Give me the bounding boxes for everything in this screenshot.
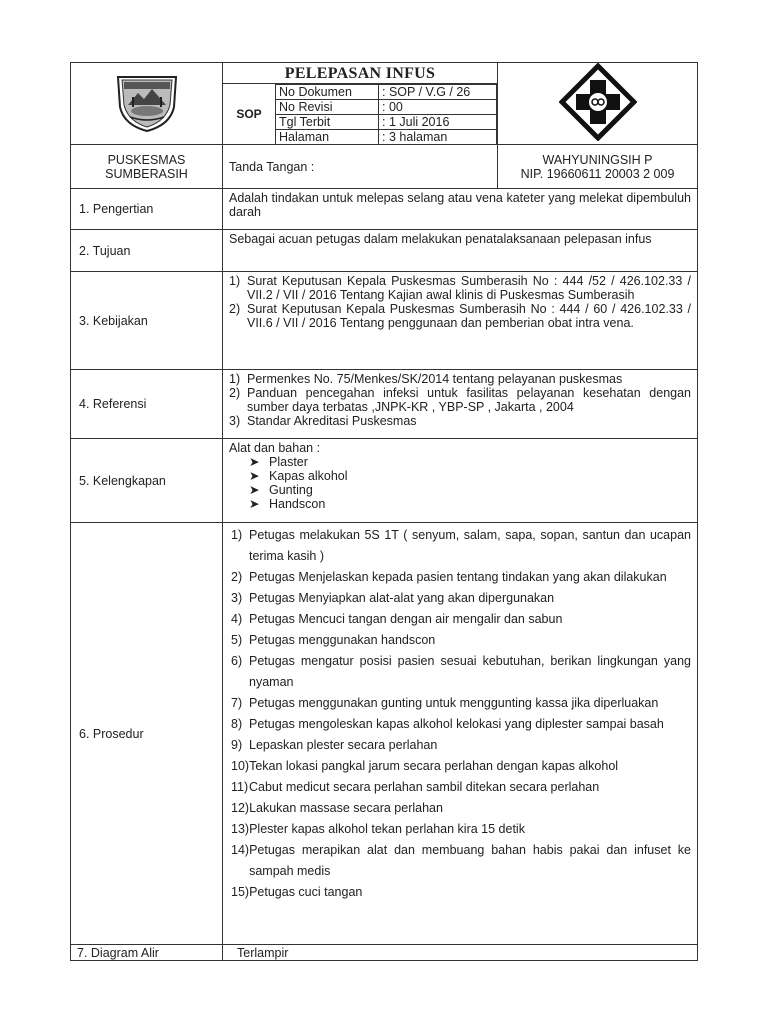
procedure-step (231, 609, 691, 630)
signature-label: Tanda Tangan : (223, 145, 498, 189)
kelengkapan-list (229, 455, 691, 511)
arrow-bullet-icon: ➤ (249, 483, 260, 497)
step-number: 12) (231, 801, 250, 815)
puskesmas-logo-icon (559, 63, 637, 141)
step-text: Petugas Mencuci tangan dengan air mengalir dan sabun (249, 612, 563, 626)
step-number: 9) (231, 738, 243, 752)
kebijakan-list (229, 274, 691, 330)
signer-name: WAHYUNINGSIH P (542, 152, 653, 167)
meta-value: : SOP / V.G / 26 (379, 85, 497, 100)
step-number: 6) (231, 654, 243, 668)
step-number: 3) (231, 591, 243, 605)
section-body-referensi (223, 370, 698, 439)
list-item: 3) Standar Akreditasi Puskesmas (229, 414, 417, 428)
meta-row (276, 85, 497, 100)
list-item: 1) Surat Keputusan Kepala Puskesmas Sumberasih No : 444 /52 / 426.102.33 / VII.2 / VII / 2016 Tentang Kajian awal klinis di Puskesmas Sumberasih (229, 274, 691, 302)
procedure-step (231, 798, 691, 819)
procedure-step (231, 840, 691, 882)
meta-label: Tgl Terbit (276, 115, 379, 130)
organization-name (71, 145, 223, 189)
procedure-step (231, 735, 691, 756)
step-text: Petugas menggunakan gunting untuk menggunting kassa jika diperluakan (249, 696, 659, 710)
section-label-pengertian: 1. Pengertian (71, 189, 223, 230)
procedure-step (231, 525, 691, 567)
referensi-list (229, 372, 691, 428)
arrow-bullet-icon: ➤ (249, 455, 260, 469)
signer-nip: NIP. 19660611 20003 2 009 (520, 166, 675, 181)
procedure-step (231, 567, 691, 588)
meta-row (276, 100, 497, 115)
section-body-kebijakan (223, 272, 698, 370)
section-text-pengertian: Adalah tindakan untuk melepas selang atau vena kateter yang melekat dipembuluh darah (223, 189, 698, 230)
list-item: ➤ Gunting (249, 483, 313, 497)
procedure-step (231, 777, 691, 798)
step-text: Petugas mengatur posisi pasien sesuai kebutuhan, berikan lingkungan yang nyaman (249, 654, 691, 689)
procedure-step (231, 588, 691, 609)
step-text: Petugas merapikan alat dan membuang bahan habis pakai dan infuset ke sampah medis (249, 843, 691, 878)
list-item: ➤ Plaster (249, 455, 308, 469)
step-text: Tekan lokasi pangkal jarum secara perlahan dengan kapas alkohol (249, 759, 619, 773)
section-label-diagram: 7. Diagram Alir (71, 945, 223, 961)
step-text: Petugas Menyiapkan alat-alat yang akan dipergunakan (249, 591, 555, 605)
sop-label: SOP (236, 107, 262, 121)
step-number: 1) (231, 528, 243, 542)
kelengkapan-intro: Alat dan bahan : (229, 441, 321, 455)
list-item: ➤ Kapas alkohol (249, 469, 348, 483)
meta-value: : 1 Juli 2016 (379, 115, 497, 130)
list-item: 2) Panduan pencegahan infeksi untuk fasilitas pelayanan kesehatan dengan sumber daya terbatas ,JNPK-KR , YBP-SP , Jakarta , 2004 (229, 386, 691, 414)
step-number: 2) (231, 570, 243, 584)
section-body-kelengkapan (223, 439, 698, 523)
list-item: ➤ Handscon (249, 497, 326, 511)
section-label-prosedur: 6. Prosedur (71, 523, 223, 945)
procedure-step (231, 630, 691, 651)
meta-label: No Revisi (276, 100, 379, 115)
procedure-step (231, 756, 691, 777)
meta-label: No Dokumen (276, 85, 379, 100)
meta-row (276, 130, 497, 145)
health-logo-cell (498, 63, 698, 145)
step-text: Plester kapas alkohol tekan perlahan kira 15 detik (249, 822, 525, 836)
step-number: 15) (231, 885, 250, 899)
step-number: 4) (231, 612, 243, 626)
step-number: 7) (231, 696, 243, 710)
regency-logo-cell (71, 63, 223, 145)
section-text-tujuan: Sebagai acuan petugas dalam melakukan penatalaksanaan pelepasan infus (223, 230, 698, 272)
document-meta (275, 84, 497, 144)
list-item: 2) Surat Keputusan Kepala Puskesmas Sumberasih No : 444 / 60 / 426.102.33 / VII.6 / VII / 2016 Tentang penggunaan dan pemberian obat intra vena. (229, 302, 691, 330)
procedure-step (231, 819, 691, 840)
sop-document (70, 62, 697, 958)
step-text: Petugas melakukan 5S 1T ( senyum, salam, sapa, sopan, santun dan ucapan terima kasih ) (249, 528, 691, 563)
prosedur-list (231, 525, 691, 903)
meta-value: : 3 halaman (379, 130, 497, 145)
step-text: Petugas mengoleskan kapas alkohol kelokasi yang diplester sampai basah (249, 717, 664, 731)
procedure-step (231, 693, 691, 714)
step-text: Petugas cuci tangan (249, 885, 363, 899)
procedure-step (231, 714, 691, 735)
section-body-prosedur (223, 523, 698, 945)
section-label-kelengkapan: 5. Kelengkapan (71, 439, 223, 523)
org-line: SUMBERASIH (105, 166, 188, 181)
section-label-tujuan: 2. Tujuan (71, 230, 223, 272)
arrow-bullet-icon: ➤ (249, 497, 260, 511)
step-text: Cabut medicut secara perlahan sambil ditekan secara perlahan (249, 780, 600, 794)
procedure-step (231, 882, 691, 903)
header-center (223, 63, 498, 145)
section-text-diagram: Terlampir (223, 945, 698, 961)
section-label-kebijakan: 3. Kebijakan (71, 272, 223, 370)
step-number: 13) (231, 822, 250, 836)
step-text: Lepaskan plester secara perlahan (249, 738, 438, 752)
step-text: Petugas menggunakan handscon (249, 633, 436, 647)
org-line: PUSKESMAS (107, 152, 186, 167)
step-text: Lakukan massase secara perlahan (249, 801, 443, 815)
signer (498, 145, 698, 189)
step-number: 5) (231, 633, 243, 647)
step-number: 10) (231, 759, 250, 773)
step-number: 14) (231, 843, 250, 857)
procedure-step (231, 651, 691, 693)
step-text: Petugas Menjelaskan kepada pasien tentang tindakan yang akan dilakukan (249, 570, 667, 584)
meta-value: : 00 (379, 100, 497, 115)
regency-crest-icon (114, 71, 180, 133)
step-number: 11) (231, 780, 249, 794)
section-label-referensi: 4. Referensi (71, 370, 223, 439)
sop-table (70, 62, 698, 961)
step-number: 8) (231, 717, 243, 731)
list-item: 1) Permenkes No. 75/Menkes/SK/2014 tentang pelayanan puskesmas (229, 372, 623, 386)
meta-label: Halaman (276, 130, 379, 145)
meta-row (276, 115, 497, 130)
arrow-bullet-icon: ➤ (249, 469, 260, 483)
document-title: PELEPASAN INFUS (223, 63, 497, 84)
